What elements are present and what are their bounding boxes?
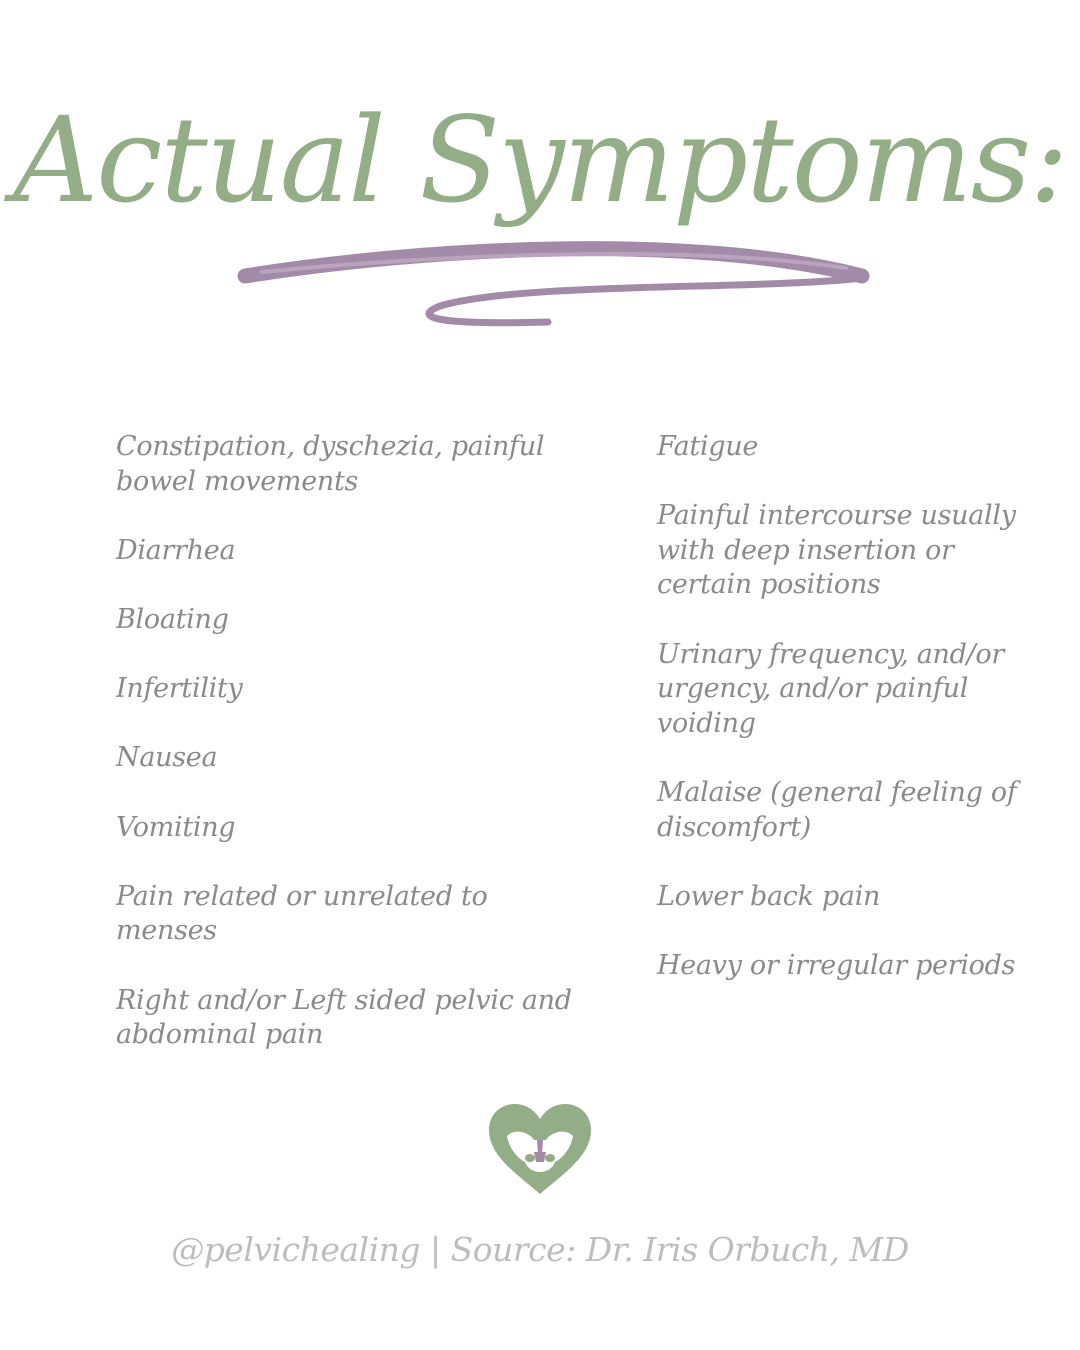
list-item: Fatigue bbox=[657, 431, 759, 462]
pelvis-heart-icon bbox=[487, 1102, 593, 1198]
list-item: Constipation, dyschezia, painful bowel movements bbox=[116, 431, 545, 497]
list-item: Pain related or unrelated to menses bbox=[116, 880, 488, 947]
footer-credit: @pelvichealing | Source: Dr. Iris Orbuch, MD bbox=[171, 1230, 909, 1269]
list-item: Urinary frequency, and/or urgency, and/or painful voiding bbox=[657, 638, 1004, 739]
list-item: Malaise (general feeling of discomfort) bbox=[657, 776, 1017, 843]
list-item: Bloating bbox=[116, 603, 229, 635]
list-item: Heavy or irregular periods bbox=[657, 949, 1016, 981]
symptoms-right-list bbox=[657, 430, 1027, 1018]
list-item: Painful intercourse usually with deep insertion or certain positions bbox=[657, 500, 1016, 601]
title-block bbox=[0, 0, 1080, 360]
list-item: Infertility bbox=[116, 673, 243, 705]
list-item: Diarrhea bbox=[116, 534, 236, 566]
list-item: Nausea bbox=[116, 742, 218, 774]
list-item: Right and/or Left sided pelvic and abdominal pain bbox=[116, 984, 572, 1051]
symptoms-left-list bbox=[116, 430, 596, 1087]
list-item: Lower back pain bbox=[657, 880, 881, 912]
page-title: Actual Symptoms: bbox=[13, 91, 1067, 229]
list-item: Vomiting bbox=[116, 811, 236, 843]
